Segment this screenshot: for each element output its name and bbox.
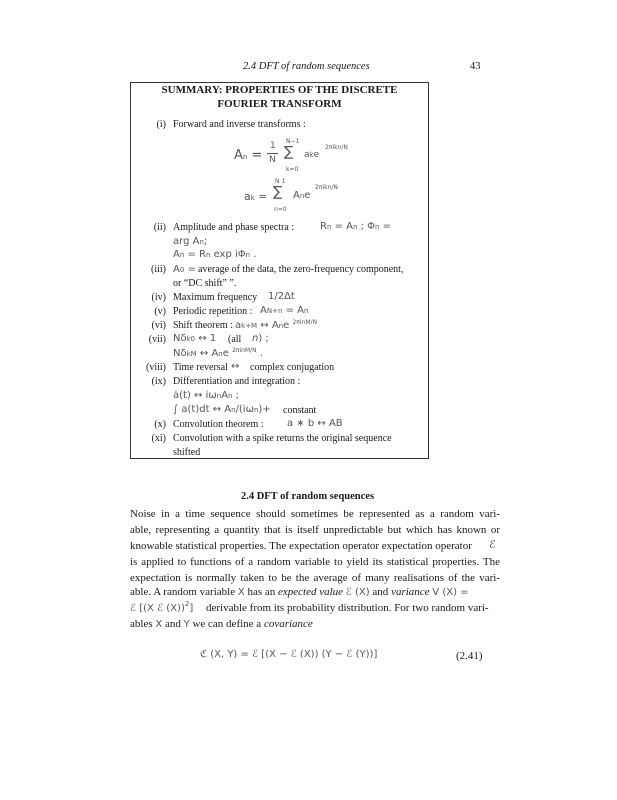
item-label-viii: (viii) bbox=[146, 362, 166, 373]
item-label-x: (x) bbox=[154, 419, 166, 430]
section-heading: 2.4 DFT of random sequences bbox=[240, 491, 375, 502]
delta-formula: Nδk0 ↔ 1 bbox=[173, 333, 217, 344]
periodic-formula: AN+n = An bbox=[260, 305, 309, 316]
item-text-vi: Shift theorem : bbox=[173, 320, 233, 331]
body-line-4: is applied to functions of a random variable to yield its statistical properties. The bbox=[130, 556, 500, 568]
item-text-iii-cont: or “DC shift” ”. bbox=[173, 278, 237, 289]
all-n-formula: n) ; bbox=[252, 333, 269, 344]
body-line-5: expectation is normally taken to be the average of many realisations of the vari- bbox=[130, 572, 500, 584]
item-text-ix-cont: constant bbox=[283, 405, 317, 416]
body-line-3: knowable statistical properties. The expectation operator expectation operator bbox=[130, 540, 472, 552]
item-label-iv: (iv) bbox=[151, 292, 166, 303]
forward-transform-formula: An = 1 N N−1 ∑ k=0 ake 2πikn/N bbox=[234, 138, 348, 173]
body-line-8: ables X and Y we can define a covariance bbox=[130, 618, 313, 630]
item-text-iv: Maximum frequency bbox=[173, 292, 258, 303]
item-text-i: Forward and inverse transforms : bbox=[173, 119, 306, 130]
body-line-6e: variance bbox=[391, 586, 430, 598]
item-text-viii-cont: complex conjugation bbox=[250, 362, 335, 373]
item-label-xi: (xi) bbox=[151, 433, 166, 444]
item-label-iii: (iii) bbox=[151, 264, 166, 275]
item-text-xi: Convolution with a spike returns the original sequence bbox=[173, 433, 392, 444]
page-number: 43 bbox=[470, 61, 481, 72]
expectation-operator-symbol: ℰ bbox=[489, 538, 496, 551]
body-line-8b: and bbox=[164, 618, 181, 630]
shift-formula: ak+M ↔ Ane $^{2\pi inM/N}$ bbox=[235, 319, 318, 331]
body-line-8c: we can define a bbox=[192, 618, 262, 630]
integral-formula: ∫ a(t)dt ↔ An/(iωn)+ bbox=[173, 404, 271, 415]
item-label-i: (i) bbox=[156, 119, 166, 130]
delta-shift-formula: NδkM ↔ Ane $^{2\pi inM/N}$ . bbox=[173, 347, 264, 359]
derivative-formula: ȧ(t) ↔ iωnAn ; bbox=[173, 390, 240, 401]
item-text-x: Convolution theorem : bbox=[173, 419, 264, 430]
a0-symbol: A0 = bbox=[173, 264, 196, 275]
arg-formula: arg An; bbox=[173, 236, 208, 247]
variance-formula: ℰ [(X ℰ (X))$^2$] bbox=[130, 600, 194, 614]
amplitude-phase-formula: Rn = An ; Φn = bbox=[320, 221, 392, 232]
item-label-ix: (ix) bbox=[151, 376, 166, 387]
item-text-xi-cont: shifted bbox=[173, 447, 201, 458]
body-line-8a: ables bbox=[130, 618, 153, 630]
body-line-6a: able. A random variable bbox=[130, 586, 236, 598]
max-frequency-formula: 1/2Δt bbox=[268, 291, 295, 302]
body-line-7: derivable from its probability distribution. For two random vari- bbox=[206, 602, 489, 614]
body-line-6b: has an bbox=[247, 586, 276, 598]
item-label-v: (v) bbox=[154, 306, 166, 317]
reversal-arrow: ↔ bbox=[231, 361, 240, 372]
item-text-ii: Amplitude and phase spectra : bbox=[173, 222, 295, 233]
body-line-6: able. A random variable X has an expected value ℰ (X) and variance V (X) = bbox=[130, 586, 469, 598]
body-line-1: Noise in a time sequence should sometimes be represented as a random vari- bbox=[130, 508, 500, 520]
item-text-vii: (all bbox=[228, 334, 242, 345]
equation-number: (2.41) bbox=[456, 650, 483, 662]
summary-title-line2: FOURIER TRANSFORM bbox=[217, 98, 342, 110]
item-label-vii: (vii) bbox=[148, 334, 166, 345]
inverse-transform-formula: ak = N 1 ∑ n=0 Ane 2πikn/N bbox=[244, 178, 338, 213]
body-line-2: able, representing a quantity that is itself unpredictable but which has known or bbox=[130, 524, 500, 536]
body-line-8d: covariance bbox=[263, 618, 313, 630]
item-text-v: Periodic repetition : bbox=[173, 306, 253, 317]
body-line-6d: and bbox=[372, 586, 389, 598]
covariance-equation: ℭ (X, Y) = ℰ [(X − ℰ (X)) (Y − ℰ (Y))] bbox=[200, 649, 378, 660]
polar-form-formula: An = Rn exp iΦn . bbox=[173, 249, 257, 260]
item-text-iii: average of the data, the zero-frequency component, bbox=[198, 264, 404, 275]
item-text-ix: Differentiation and integration : bbox=[173, 376, 301, 387]
running-header-title: 2.4 DFT of random sequences bbox=[243, 61, 370, 72]
item-label-ii: (ii) bbox=[153, 222, 166, 233]
item-label-vi: (vi) bbox=[151, 320, 166, 331]
item-text-viii: Time reversal bbox=[173, 362, 228, 373]
body-line-6c: expected value bbox=[277, 586, 344, 598]
summary-title-line1: SUMMARY: PROPERTIES OF THE DISCRETE bbox=[161, 84, 398, 96]
convolution-formula: a ∗ b ↔ AB bbox=[287, 418, 343, 429]
